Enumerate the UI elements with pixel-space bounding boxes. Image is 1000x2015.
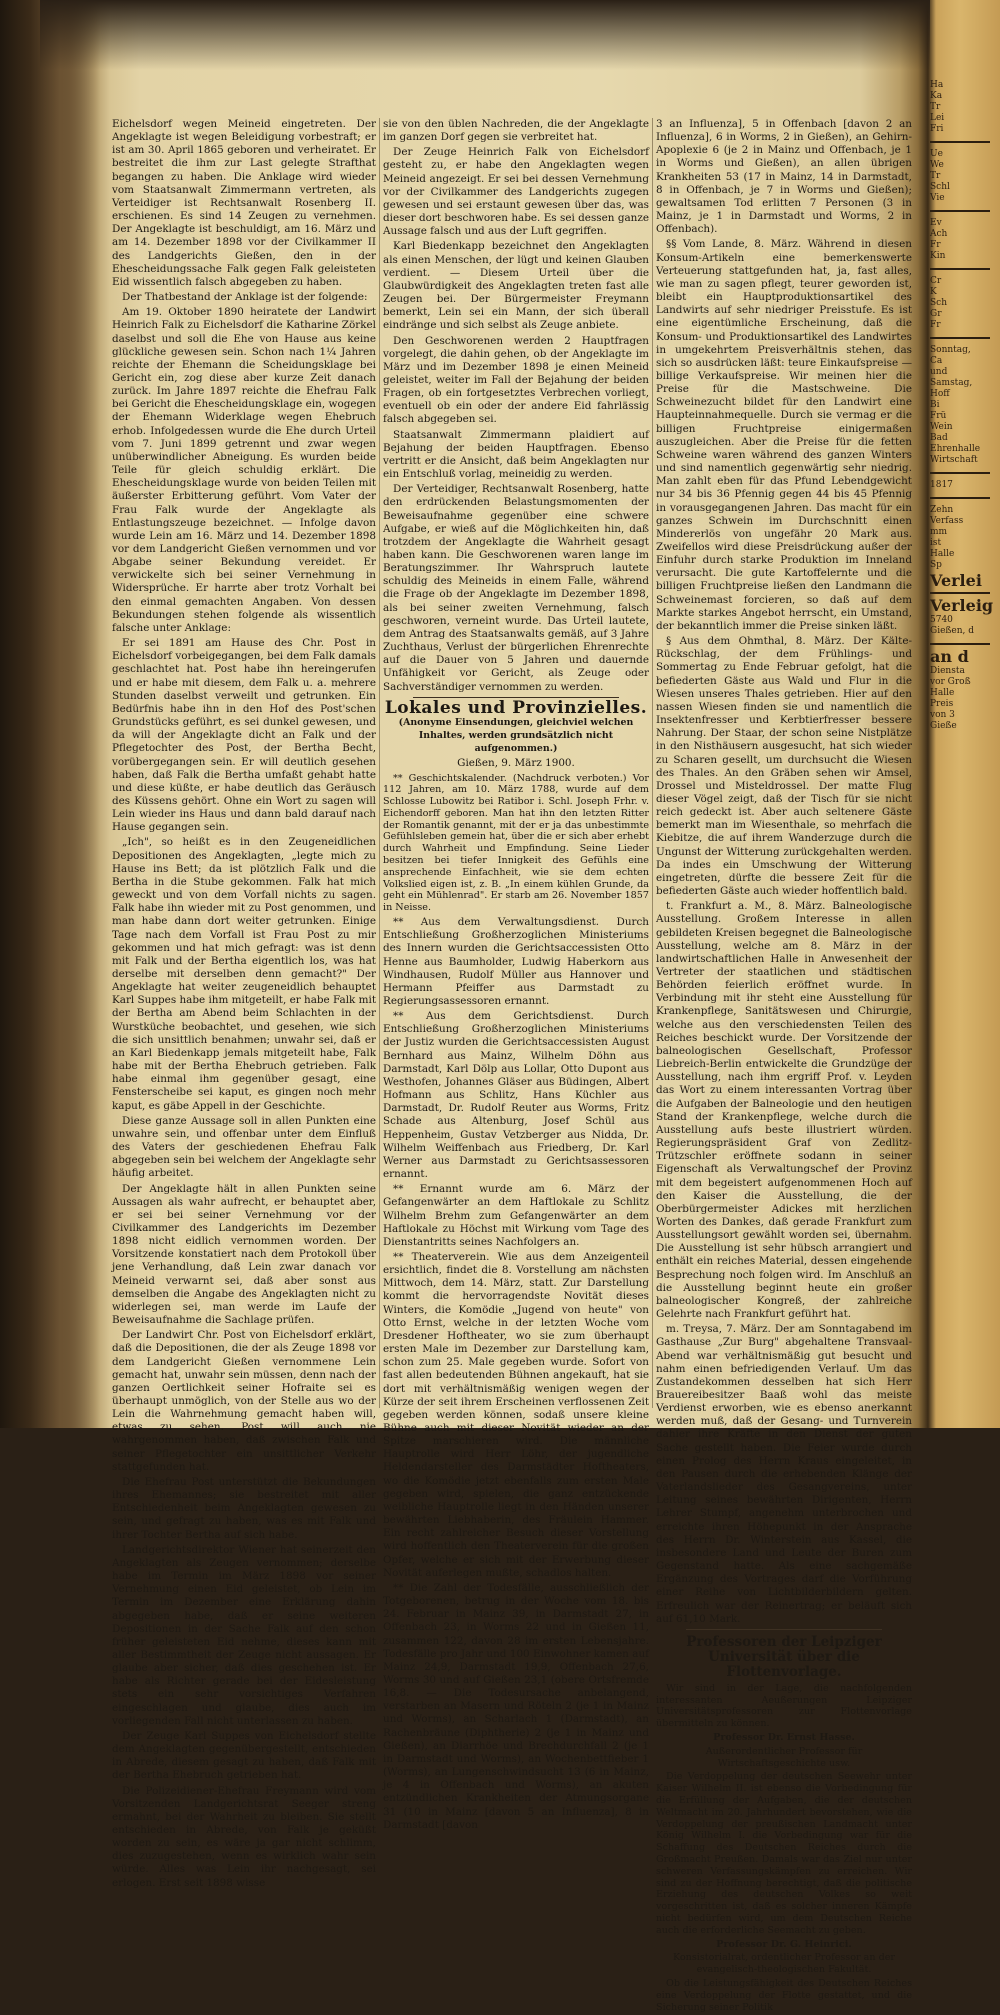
column-3 — [656, 118, 912, 2015]
fragment-line: Diensta — [930, 666, 965, 676]
fragment-rule — [930, 643, 990, 645]
article-paragraph: Der Zeuge Heinrich Falk von Eichelsdorf gesteht zu, er habe den Angeklagten wegen Meineid angezeigt. Er sei bei dessen Vernehmung vor der Civilkammer des Landgerichts zugegen gewesen und sei erstaunt gewesen über das, was dieser dort beschworen habe. Es sei dessen ganze Aussage falsch und aus der Luft gegriffen. — [383, 146, 649, 238]
fragment-line: Gr — [930, 309, 942, 319]
article-paragraph: sie von den üblen Nachreden, die der Angeklagte im ganzen Dorf gegen sie verbreitet hat. — [383, 118, 649, 144]
article-paragraph: §§ Vom Lande, 8. März. Während in diesen Konsum-Artikeln eine bemerkenswerte Verteuerung stattgefunden hat, ja, fast alles, wie man zu sagen pflegt, teurer geworden ist, bleibt ein Hauptproduktionsartikel des Landwirts auf sehr niedriger Preisstufe. Es ist eine eigentümliche Erscheinung, daß die Konsum- und Produktionsartikel des Landwirtes in umgekehrtem Preisverhältnis stehen, das sich so ausdrücken läßt: teure Einkaufspreise — billige Verkaufspreise. Wir meinen hier die Preise für die Mastschweine. Die Schweinezucht bildet für den Landwirt eine Haupteinnahmequelle. Durch sie vermag er die billigen Fruchtpreise einigermaßen auszugleichen. Aber die Preise für die fetten Schweine waren während des ganzen Winters und sind namentlich gegenwärtig sehr niedrig. Man zahlt eben für das Pfund Lebendgewicht nur 34 bis 36 Pfennig gegen 44 bis 45 Pfennig in vorausgegangenen Jahren. Das macht für ein ganzes Schwein im Durchschnitt einen Mindererlös von ungefähr 20 Mark aus. Zweifellos wird diese Preisdrückung außer der Einfuhr durch starke Produktion im Inneland verursacht. Die gute Kartoffelernte und die billigen Fruchtpreise ließen den Landmann die Schweinemast forcieren, so daß auf dem Markte starkes Angebot herrscht, ein Umstand, der bekanntlich immer die Preise sinken läßt. — [656, 238, 912, 632]
professor-name: Professor Dr. Ernst Hasse. — [713, 1732, 855, 1743]
article-paragraph: Die Ehefrau Post unterstützt die Bekundungen ihres Ehemannes; sie bestreitet mit aller Entschiedenheit beim Angeklagten gewesen zu sein, und gefragt zu haben, was es mit Falk und ihrer Tochter Bertha auf sich habe. — [112, 1475, 376, 1541]
fragment-heading: an d — [930, 647, 969, 666]
article-paragraph: „Ich", so heißt es in den Zeugeneidlichen Depositionen des Angeklagten, „legte mich zu Hause ins Bett; da ist plötzlich Falk und die Bertha in die Stube gekommen. Falk hat mich geweckt und von dem Vorfall nichts zu sagen. Falk habe ihn wieder mit zu Post genommen, und man habe dann dort weiter getrunken. Einige Tage nach dem Vorfall ist Frau Post zu mir gekommen und hat mich gefragt: was ist denn mit Falk und der Bertha eigentlich los, was hat derselbe mit derselben denn gemacht?" Der Angeklagte hat weiter zeugeneidlich behauptet Karl Suppes habe ihm mitgeteilt, er habe Falk mit der Bertha am Abend beim Schlachten in der Wurstküche beobachtet, und gesehen, wie sich die sich unsittlich benahmen; unwahr sei, daß er an Karl Biedenkapp jemals mitgeteilt habe, Falk habe mit der Bertha Ehebruch getrieben. Falk habe einmal ihm gegenüber gesagt, eine Fensterscheibe sei kaput, es gingen noch mehr kaput, es gäbe Appell in der Geschichte. — [112, 836, 376, 1112]
news-item: ** Die Zahl der Todesfälle, ausschließlich der Totgeborenen, betrug in der Woche vom 18. bis 24. Februar in Mainz 39, in Darmstadt 27, in Offenbach 23, in Worms 22 und in Gießen 11, zusammen 122, davon 28 im ersten Lebensjahre. Todesfälle pro Jahr und 100 Einwohner kamen auf Mainz 24,9, Darmstadt 19,9, Offenbach 27,6, Worms 30 und auf Gießen 23,1 (obere Ortsfremde 16,8. — Die Todesursache anbelangend, verstarben an Masern und Röteln 2 (je 1 in Mainz und Worms), an Scharlach 1 (Darmstadt), an Rachenbräune (Diphtherie) 2 (je 1 in Mainz und Gießen), an Diarrhöe und Brechdurchfall 2 (je 1 in Darmstadt und Worms), an Wochenbettfieber 1 (Worms), an Lungenschwindsucht 13 (6 in Mainz, je 4 in Offenbach und Worms), an akuten entzündlichen Krankheiten der Atmungsorgane 31 (10 in Mainz [davon 5 an Influenza], 8 in Darmstadt [davon — [383, 1581, 649, 1831]
fragment-line: Cr — [930, 276, 942, 286]
article-paragraph: Die Polizeidiener-Ehefrau Freymann wird vom Vorsitzenden Landgerichtsrat Seeger streng ermahnt, bei der Wahrheit zu bleiben. Sie stellt entschieden in Abrede, von Falk je geküßt worden zu sein, es wäre ja gar nicht schlimm, dies zuzugestehen, wenn es wirklich wahr sein würde. Alles was Lein ihr nachgesagt, sei erlogen. Erst seit 1898 wisse — [112, 1784, 376, 1889]
article-paragraph: Diese ganze Aussage soll in allen Punkten eine unwahre sein, und offenbar unter dem Einfluß des Vaters der geschiedenen Ehefrau Falk abgegeben sein bei welchem der Angeklagte sehr häufig arbeitet. — [112, 1114, 376, 1180]
fragment-line: Bi — [930, 400, 940, 410]
news-item: ** Aus dem Gerichtsdienst. Durch Entschließung Großherzoglichen Ministeriums der Justiz wurden die Gerichtsaccessisten August Bernhard aus Mainz, Wilhelm Döhn aus Darmstadt, Karl Dölp aus Lollar, Otto Dupont aus Westhofen, Johannes Gläser aus Büdingen, Albert Hofmann aus Schlitz, Hans Küchler aus Darmstadt, Dr. Rudolf Reuter aus Worms, Fritz Schade aus Altenburg, Josef Schül aus Heppenheim, Gustav Vetzberger aus Nidda, Dr. Wilhelm Weiffenbach aus Friedberg, Dr. Karl Werner aus Darmstadt zu Gerichtsassessoren ernannt. — [383, 1010, 649, 1181]
top-shadow — [40, 0, 930, 70]
news-item: ** Geschichtskalender. (Nachdruck verboten.) Vor 112 Jahren, am 10. März 1788, wurde auf dem Schlosse Lubowitz bei Ratibor i. Schl. Joseph Frhr. v. Eichendorff geboren. Man hat ihn den letzten Ritter der Romantik genannt, mit der er ja das unbestimmte Gefühlsleben gemein hat, über die er sich aber erhebt durch Wahrheit und Empfindung. Seine Lieder besitzen bei tiefer Innigkeit des Gefühls eine ansprechende Einfachheit, wie sie dem echten Volkslied eigen ist, z. B. „In einem kühlen Grunde, da geht ein Mühlenrad". Er starb am 26. November 1857 in Neisse. — [383, 772, 649, 914]
fragment-line: mm — [930, 527, 948, 537]
adjacent-page-fragment — [930, 80, 1000, 1380]
fragment-line: Wirtschaft — [930, 455, 978, 465]
separator-line — [686, 1629, 882, 1630]
fragment-line: Schl — [930, 182, 950, 192]
professor-name: Professor Dr. G. Heinrici. — [716, 1938, 852, 1950]
fragment-line: Ca — [930, 356, 943, 366]
fragment-line: Ue — [930, 149, 943, 159]
article-paragraph: Der Landwirt Chr. Post von Eichelsdorf erklärt, daß die Depositionen, die der als Zeuge 1898 vor dem Landgericht Gießen vernommene Lein gemacht hat, unwahr sein müssen, denn nach der ganzen Oertlichkeit seiner Hofraite sei es überhaupt unmöglich, von der Stelle aus wo der Lein die Wahrnehmung gemacht haben will, etwas zu sehen. Post will auch nie wahrgenommen haben, daß zwischen Falk und seiner Pflegetochter ein unsittlicher Verkehr stattgefunden hat. — [112, 1329, 376, 1473]
fragment-line: Wein — [930, 422, 953, 432]
article-paragraph: Der Angeklagte hält in allen Punkten seine Aussagen als wahr aufrecht, er behauptet aber, er sei bei seiner Vernehmung vor der Civilkammer des Landgerichts im Dezember 1898 nicht eidlich vernommen worden. Der Vorsitzende konstatiert nach dem Protokoll über jene Verhandlung, daß Lein zwar danach vor Meineid verwarnt sei, daß aber sonst aus demselben die Angabe des Angeklagten nicht zu widerlegen sei, man werde im Laufe der Beweisaufnahme die Sachlage prüfen. — [112, 1182, 376, 1327]
fragment-line: Ehrenhalle — [930, 444, 981, 454]
article-paragraph: § Aus dem Ohmthal, 8. März. Der Kälte-Rückschlag, der dem Frühlings- und Sommertag zu Ende Februar gefolgt, hat die befiederten Gäste aus Wald und Flur in die Wiesen unseres Thales getrieben. Hier auf den nassen Wiesen finden sie und namentlich die Insektenfresser und Kerbtierfresser bessere Nahrung. Der Staar, der schon seine Nistplätze in den Nisthäusern ausgesucht, hat sich wieder zu Scharen gesellt, um durchsucht die Wiesen des Thales. An den Gräben sehen wir Amsel, Drossel und Misteldrossel. Der matte Flug dieser Vögel zeigt, daß der Tisch für sie nicht reich gedeckt ist. Aber auch seltenere Gäste bemerkt man im Wiesenthale, so mehrfach die Kiebitze, die auf ihrem Wanderzuge durch die Ungunst der Witterung zurückgehalten werden. Da indes ein Umschwung der Witterung eingetreten, dürfte die bessere Zeit für die befiederten Gäste auch wieder hoffentlich bald. — [656, 635, 912, 898]
column-rule — [379, 118, 380, 1408]
news-item: ** Ernannt wurde am 6. März der Gefangenwärter an dem Haftlokale zu Schlitz Wilhelm Brehm zum Gefangenwärter an dem Haftlokale zu Höchst mit Wirkung vom Tage des Dienstantritts seines Nachfolgers an. — [383, 1183, 649, 1248]
fragment-line: Samstag, — [930, 378, 973, 388]
fragment-line: Fri — [930, 124, 944, 134]
article-paragraph: Karl Biedenkapp bezeichnet den Angeklagten als einen Menschen, der lügt und keinen Glauben verdient. — Diesem Urteil über die Glaubwürdigkeit des Angeklagten treten fast alle Zeugen bei. Der Bürgermeister Freymann bemerkt, Lein sei ein Mann, der sich überall eindränge und sich selbst als Zeuge anbiete. — [383, 240, 649, 332]
news-item: ** Aus dem Verwaltungsdienst. Durch Entschließung Großherzoglichen Ministeriums des Innern wurden die Gerichtsaccessisten Otto Henne aus Baumholder, Ludwig Haberkorn aus Windhausen, Rudolf Müller aus Hannover und Hermann Pfeiffer aus Darmstadt zu Regierungsassessoren ernannt. — [383, 916, 649, 1007]
fragment-rule — [930, 210, 990, 212]
fragment-rule — [930, 141, 990, 143]
article-paragraph: 3 an Influenza], 5 in Offenbach [davon 2 an Influenza], 6 in Worms, 2 in Gießen), an Gehirn-Apoplexie 6 (je 2 in Mainz und Offenbach, je 1 in Worms und Gießen), an allen übrigen Krankheiten 53 (17 in Mainz, 14 in Darmstadt, 8 in Offenbach, je 7 in Worms und Gießen); gewaltsamen Tod erlitten 7 Personen (3 in Mainz, je 1 in Darmstadt und Worms, 2 in Offenbach). — [656, 118, 912, 236]
fragment-line: Sch — [930, 298, 948, 308]
fragment-line: vor Groß — [930, 677, 971, 687]
column-1 — [112, 118, 376, 1892]
fragment-line: und — [930, 367, 948, 377]
fragment-line: Vie — [930, 193, 945, 203]
fragment-line: Frü — [930, 411, 947, 421]
fragment-line: Halle — [930, 688, 955, 698]
fragment-line: Hoff — [930, 389, 950, 399]
fragment-line: Bad — [930, 433, 948, 443]
professor-statement: Ob die Leistungsfähigkeit des Deutschen Reiches eine Verdoppelung der Flotte gestattet, und die Sicherung seiner Politik — [656, 1977, 912, 2013]
fragment-line: Gießen, d — [930, 626, 975, 636]
professor-title: Außerordentlicher Professor für Wirtschaftsgeschichte usw. — [705, 1745, 863, 1769]
article-paragraph: m. Treysa, 7. März. Der am Sonntagabend im Gasthause „Zur Burg" abgehaltene Transvaal-Abend war verhältnismäßig gut besucht und nahm einen befriedigenden Verlauf. Um das Zustandekommen desselben hat sich Herr Brauereibesitzer Baaß wohl das meiste Verdienst erworben, wie es ebenso anerkannt werden muß, daß der Gesang- und Turnverein dahier ihre Kräfte in den Dienst der guten Sache gestellt haben. Die Feier wurde durch einen Prolog des Herrn Kraus eingeleitet, in den Pausen durch die erhebenden Klänge der Vaterlandslieder des Gesangvereins, unter Leitung seines bewährten Dirigenten, Herrn Lehrer Stumpf, angenehm unterbrochen und erreichte ihren Höhepunkt in der Ansprache des Herrn Dr. Winterstein aus Kassel, die insbesondere Land und Leute der Buren zum Gegenstand hatte. Als eine sachgemäße Ergänzung des Vortrages darf die Vorführung einer Reihe von Lichtbilderbildern gelten. Erfreulich war der Reinertrag; er beläuft sich auf 61,10 Mark. — [656, 1323, 912, 1625]
article-paragraph: Eichelsdorf wegen Meineid eingetreten. Der Angeklagte ist wegen Beleidigung vorbestraft; er ist am 30. April 1865 geboren und verheiratet. Er bestreitet die ihm zur Last gelegte Strafthat begangen zu haben. Die Anklage wird wieder vom Staatsanwalt Zimmermann vertreten, als Verteidiger ist Rechtsanwalt Rosenberg II. erschienen. Es sind 14 Zeugen zu vernehmen. Der Angeklagte ist beschuldigt, am 16. März und am 14. Dezember 1898 vor der Civilkammer II des Landgerichts Gießen, den in der Ehescheidungssache Falk gegen Falk geleisteten Eid wissentlich falsch abgegeben zu haben. — [112, 118, 376, 288]
article-paragraph: Der Thatbestand der Anklage ist der folgende: — [122, 291, 368, 304]
fragment-line: K — [930, 287, 937, 297]
article-intro: Wir sind in der Lage, die nachfolgenden interessanten Aeußerungen Leipziger Universitätsprofessoren zur Flottenvorlage übermitteln zu können. — [656, 1682, 912, 1730]
article-paragraph: Landgerichtsdirektor Wiener hat seinerzeit den Angeklagten als Zeugen vernommen; derselbe habe im Termin im März 1898 vor seiner Vernehmung einen Eid geleistet, ob Lein im Termin im Dezember eine Erklärung dahin abgegeben habe, daß er seine weiteren Depositionen in der Sache Falk auf den schon früher geleisteten Eid nehme, dieses kann mit aller Bestimmtheit der Zeuge nicht aussagen. Er glaube aber sicher, daß dies geschehen ist. Er habe als Richter gerade bei der Eidesleistung stets ein sehr vorsichtiges Verfahren eingeschlagen und glaube, dies auch im vorliegenden Fall nicht unterlassen zu haben. — [112, 1543, 376, 1727]
fragment-line: Lei — [930, 113, 945, 123]
fragment-rule — [930, 472, 990, 474]
fragment-line: Tr — [930, 102, 941, 112]
fragment-heading: Verlei — [930, 571, 982, 590]
fragment-line: Ev — [930, 218, 942, 228]
fragment-rule — [930, 497, 990, 499]
fragment-line: Ha — [930, 80, 944, 90]
fragment-line: Tr — [930, 171, 941, 181]
fragment-line: Fr — [930, 320, 941, 330]
column-rule — [652, 118, 653, 1408]
article-paragraph: Der Verteidiger, Rechtsanwalt Rosenberg, hatte den erdrückenden Belastungsmomenten der Beweisaufnahme gegenüber eine schwere Aufgabe, er wieß auf die Möglichkeiten hin, daß trotzdem der Angeklagte die Wahrheit gesagt haben kann. Die Geschworenen waren lange im Beratungszimmer. Ihr Wahrspruch lautete schuldig des Meineids in einem Falle, während die Frage ob der Angeklagte im Dezember 1898, als bei seiner zweiten Vernehmung, falsch geschworen, verneint wurde. Das Urteil lautete, dem Antrag des Staatsanwalts gemäß, auf 3 Jahre Zuchthaus, Verlust der bürgerlichen Ehrenrechte auf die Dauer von 5 Jahren und dauernde Unfähigkeit vor Gericht, als Zeuge oder Sachverständiger vernommen zu werden. — [383, 483, 649, 693]
fragment-line: 5740 — [930, 615, 953, 625]
section-heading: Lokales und Provinzielles. — [384, 697, 648, 718]
fragment-line: Sonntag, — [930, 345, 971, 355]
fragment-line: Halle — [930, 549, 955, 559]
fragment-line: Preis — [930, 699, 954, 709]
dateline: Gießen, 9. März 1900. — [457, 757, 575, 770]
professor-statement: Die Verdoppelung der deutschen Seewehr unter Kaiser Wilhelm II. ist ebenso die Vorbedingung für die Erfüllung der Aufgaben, die der deutschen Weltmacht im 20. Jahrhundert bevorstehen, wie die Verdoppelung der preußischen Landmacht unter König Wilhelm I. die Vorbedingung war für die Schaffung des Deutschen Reiches durch die Großmacht Preußen. Damals war das Ziel nur unter schweren Verfassungskämpfen zu erreichen. Wir sind zu der Hoffnung berechtigt, daß die politische Erziehung des deutschen Volkes so weit vorgeschritten ist, daß es solcher inneren Kämpfe nicht bedürfen wird, um dem Deutschen Reiche auch die erforderliche Seemacht zu geben. — [656, 1771, 912, 1936]
fragment-line: Kin — [930, 251, 946, 261]
article-paragraph: Staatsanwalt Zimmermann plaidiert auf Bejahung der beiden Hauptfragen. Ebenso vertritt er die Ansicht, daß beim Angeklagten nur ein Entschluß vorlag, meineidig zu werden. — [383, 428, 649, 481]
fragment-heading: Verleig — [930, 596, 994, 615]
column-2 — [383, 118, 649, 1834]
article-paragraph: Der Zeuge Karl Suppes von Eichelsdorf stellte dem Angeklagten gegenübergestellt, entschieden in Abrede, diesem gesagt zu haben, daß Falk mit der Bertha Ehebruch getrieben hat. — [112, 1729, 376, 1782]
fragment-rule — [930, 337, 990, 339]
article-paragraph: Er sei 1891 am Hause des Chr. Post in Eichelsdorf vorbeigegangen, bei dem Falk damals geschlachtet hat. Post habe ihn hereingerufen und er habe mit diesem, dem Falk u. a. mehrere Stunden daselbst verweilt und getrunken. Ein Bedürfnis habe ihn in den Hof des Post'schen Grundstücks geführt, es sei dunkel gewesen, und da will der Angeklagte dicht an Falk und der Pflegetochter des Post, der Bertha Becht, vorübergegangen sein. Er will deutlich gesehen haben, daß Falk die Bertha umfaßt gehabt hatte und diese küßte, er habe deutlich das Geräusch des Küssens gehört. Ohne ein Wort zu sagen will Lein wieder ins Haus und dann bald darauf nach Hause gegangen sein. — [112, 637, 376, 834]
article-paragraph: Am 19. Oktober 1890 heiratete der Landwirt Heinrich Falk zu Eichelsdorf die Katharine Zörkel daselbst und soll die Ehe von Hause aus keine glückliche gewesen sein. Schon nach 1¼ Jahren reichte der Ehemann die Scheidungsklage bei Gericht ein, zog diese aber kurze Zeit danach zurück. Im Jahre 1897 reichte die Ehefrau Falk bei Gericht die Ehescheidungsklage ein, wogegen der Ehemann Widerklage wegen Ehebruch erhob. Infolgedessen wurde die Ehe durch Urteil vom 7. Juni 1899 getrennt und zwar wegen unüberwindlicher Abneigung. Es wurden beide Teile für gleich schuldig erklärt. Die Ehescheidungsklage wurde von beiden Teilen mit äußerster Erbitterung geführt. Vom Vater der Frau Falk wurde der Angeklagte als Entlastungszeuge bezeichnet. — Infolge davon wurde Lein am 16. März und 14. Dezember 1898 vor dem Landgericht Gießen vernommen und vor Abgabe seiner Bekundung vereidet. Er verwickelte sich bei seiner Vernehmung in Widersprüche. Er harrte aber trotz Vorhalt bei den einmal gemachten Angaben. Von dessen Bekundungen stehen folgende als wissentlich falsche unter Anklage: — [112, 306, 376, 634]
fragment-line: Zehn — [930, 505, 954, 515]
fragment-rule — [930, 268, 990, 270]
fragment-line: Ach — [930, 229, 948, 239]
fragment-line: Verfass — [930, 516, 964, 526]
fragment-line: ist — [930, 538, 942, 548]
fragment-line: Gieße — [930, 721, 957, 731]
fragment-line: Fr — [930, 240, 941, 250]
fragment-line: Sp — [930, 560, 942, 570]
professor-title: Konsistorialrat, ordentlicher Professor an der evangelisch-theologischen Fakultät. — [673, 1952, 895, 1976]
article-heading: Professoren der Leipziger Universität über die Flottenvorlage. — [686, 1633, 882, 1680]
news-item: ** Theaterverein. Wie aus dem Anzeigenteil ersichtlich, findet die 8. Vorstellung am nächsten Mittwoch, dem 14. März, statt. Zur Darstellung kommt die hervorragendste Novität dieses Winters, die Komödie „Jugend von heute" von Otto Ernst, welche in der letzten Woche vom Dresdener Hoftheater, wo sie zum überhaupt ersten Male im Dezember zur Darstellung kam, schon zum 25. Male gegeben wurde. Sofort von fast allen bedeutenden Bühnen angekauft, hat sie dort mit verhältnismäßig wenigen wegen der Kürze der seit ihrem Erscheinen verflossenen Zeit gegeben werden können, sodaß unsere kleine Bühne auch mit dieser Novität wieder an der Spitze marschieren wird. Die männliche Hauptrolle wird Herr Löhr, der jugendliche Heldendarsteller des Darmstädter Hoftheaters, wo die Komödie jetzt ebenfalls zum ersten Male gegeben wird, spielen, die ganz entzückende weibliche Hauptrolle liegt in den Händen unserer bewährten Liebhaberin, des Fräulein Hammer. Ein recht zahlreicher Besuch dieser Vorstellung wird hoffentlich den Theaterverein für die großen Opfer, welche er sich mit der Erwerbung dieser Novität auferlegen mußte, schadlos halten. — [383, 1250, 649, 1579]
fragment-line: 1817 — [930, 480, 953, 490]
article-paragraph: Den Geschworenen werden 2 Hauptfragen vorgelegt, die dahin gehen, ob der Angeklagte im März und im Dezember 1898 je einen Meineid geleistet, weiter im Fall der Bejahung der beiden Fragen, ob ein fortgesetztes Verbrechen vorliegt, eventuell ob ein oder der andere Eid fahrlässig falsch abgegeben sei. — [383, 334, 649, 426]
book-binding-shadow — [0, 0, 100, 1428]
article-paragraph: t. Frankfurt a. M., 8. März. Balneologische Ausstellung. Großem Interesse in allen gebildeten Kreisen begegnet die Balneologische Ausstellung, welche am 8. März in der landwirtschaftlichen Halle in Anwesenheit der Vertreter der staatlichen und städtischen Behörden feierlich eröffnet wurde. In Verbindung mit ihr steht eine Ausstellung für Krankenpflege, Sanitätswesen und Chirurgie, welche aus den verschiedensten Teilen des Reiches beschickt wurde. Der Vorsitzende der balneologischen Gesellschaft, Professor Liebreich-Berlin entwickelte die Grundzüge der Ausstellung, nach ihm ergriff Prof. v. Leyden das Wort zu einem interessanten Vortrag über die Aufgaben der Balneologie und den heutigen Stand der Krankenpflege, welche durch die Ausstellung aufs beste illustriert würden. Regierungspräsident Graf von Zedlitz-Trützschler eröffnete sodann in seiner Eigenschaft als Verwaltungschef der Provinz mit dem begeistert aufgenommenen Hoch auf den Kaiser die Ausstellung, die der Oberbürgermeister Adickes mit herzlichen Worten des Dankes, daß gerade Frankfurt zum Ausstellungsort gewählt worden sei, übernahm. Die Ausstellung ist sehr hübsch arrangiert und enthält ein reiches Material, dessen eingehende Besprechung noch folgen wird. Im Anschluß an die Ausstellung beginnt heute ein großer balneologischer Kongreß, der zahlreiche Gelehrte nach Frankfurt geführt hat. — [656, 900, 912, 1321]
fragment-line: We — [930, 160, 944, 170]
fragment-line: von 3 — [930, 710, 955, 720]
fragment-line: Ka — [930, 91, 943, 101]
section-note: (Anonyme Einsendungen, gleichviel welchen Inhaltes, werden grundsätzlich nicht aufgenommen.) — [398, 716, 634, 755]
fragment-rule — [930, 592, 990, 594]
